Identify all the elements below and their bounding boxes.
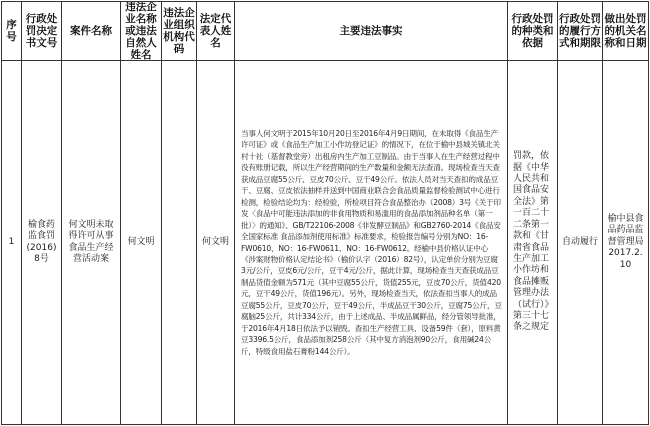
row-doc-no: 榆食药监食罚(2016)8号: [26, 219, 57, 264]
header-entity-name: 违法企业名称或违法自然人姓名: [125, 2, 157, 60]
row-org-code: [163, 61, 195, 424]
row-seq: 1: [8, 236, 15, 247]
row-authority: 榆中县食品药品监督管理局2017.2.10: [607, 213, 644, 270]
header-penalty-type: 行政处罚的种类和依据: [511, 13, 554, 49]
header-doc-no: 行政处罚决定书文号: [25, 13, 58, 49]
header-seq: 序号: [6, 19, 17, 43]
row-case-name: 何文明未取得许可从事食品生产经营活动案: [68, 219, 114, 264]
penalty-table: [1, 1, 649, 425]
row-legal-rep: 何文明: [201, 236, 229, 247]
header-facts: 主要违法事实: [339, 25, 403, 37]
header-authority: 做出处罚的机关名称和日期: [604, 13, 647, 49]
row-facts: 当事人何文明于2015年10月20日至2016年4月9日期间，在未取得《食品生产许可证》或《食品生产加工小作坊登记证》的情况下，在位于榆中县城关镇北关村十社（基督教堂旁）出租房内生产加工豆制品。由于当事人在生产经营过程中没有账册记载，所以生产经营期间的生产数量和金额无法查清。现场检查当天查获成品豆腐55公斤、豆皮70公斤、豆干49公斤。依法人员对当天查扣的成品豆干、豆腐、豆皮依法抽样并送到中国商业联合会食品质量监督检验测试中心进行检测，检验结论均为：经检验，所检项目符合食品整治办（2008）3号《关于印发〈食品中可能违法添加的非食用物质和易滥用的食品添加剂品种名单（第一批）〉的通知》、GB/T22106-2008《非发酵豆制品》和GB2760-2014《食品安全国家标准 食品添加剂使用标准》标准要求，检验报告编号分别为NO：16-FW0610、NO：16-FW0611、NO：16-FW0612。经榆中县价格认证中心《涉案财物价格认定结论书》（榆价认字（2016）82号），认定单价分别为豆腐3元/公斤，豆皮6元/公斤，豆干4元/公斤，据此计算，现场检查当天查获成品豆制品货值金额为571元（其中豆腐55公斤，货值255元，豆皮70公斤，货值420元，豆干49公斤，货值196元）。另外，现场检查当天，依法查扣当事人的成品豆腐55公斤，豆皮70公斤，豆干49公斤，半成品豆干30公斤，豆腐75公斤，豆腐脑25公斤，共计334公斤，由于上述成品、半成品属鲜品，经分管领导批准，于2016年4月18日依法予以销毁。查扣生产经营工具、设备59件（套），原料黄豆3396.5公斤，食品添加剂258公斤（其中复方消泡剂90公斤，食用碱24公斤，特级食用盐石膏粉144公斤）。: [241, 129, 502, 356]
header-legal-rep: 法定代表人姓名: [199, 13, 232, 49]
row-execution: 自动履行: [561, 236, 598, 247]
header-org-code: 违法企业组织机构代码: [163, 7, 195, 55]
header-execution: 行政处罚的履行方式和期限: [559, 13, 601, 49]
row-penalty-type: 罚款，依据《中华人民共和国食品安全法》第一百二十二条第一款和《甘肃省食品生产加工小作坊和食品摊贩管理办法（试行）》第三十七条之规定: [513, 151, 550, 333]
row-entity-name: 何文明: [127, 236, 155, 247]
header-case-name: 案件名称: [70, 25, 112, 37]
